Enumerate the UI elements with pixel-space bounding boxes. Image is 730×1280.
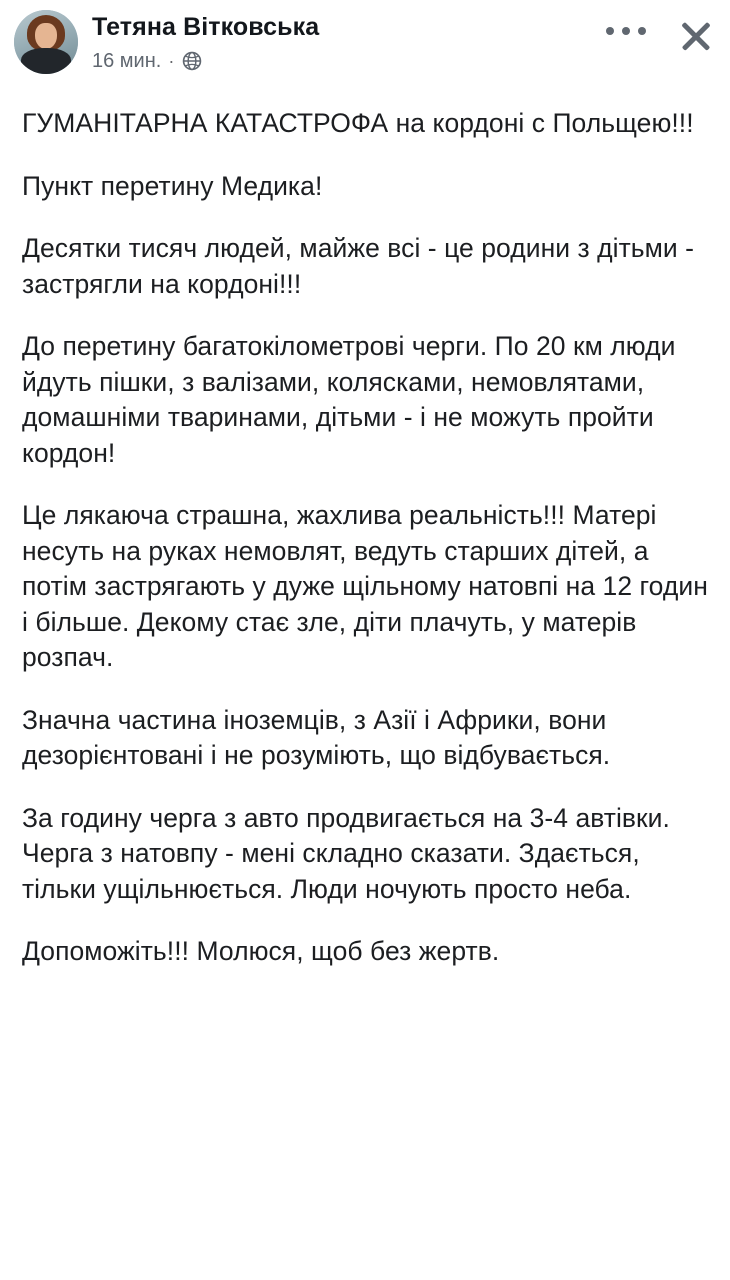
post-paragraph: Допоможіть!!! Молюся, щоб без жертв. bbox=[22, 936, 500, 966]
post-paragraph: Це лякаюча страшна, жахлива реальність!!! Матері несуть на руках немовлят, ведуть старших дітей, а потім застрягають у дуже щільному натовпі на 12 годин і більше. Декому стає зле, діти плачуть, у матерів розпач. bbox=[22, 500, 716, 672]
globe-icon[interactable] bbox=[181, 50, 203, 72]
avatar-shoulders bbox=[21, 48, 71, 74]
post-body bbox=[0, 92, 730, 970]
post-header-actions bbox=[606, 10, 716, 56]
post-paragraph: За годину черга з авто продвигається на 3-4 автівки. Черга з натовпу - мені складно сказати. Здається, тільки ущільнюється. Люди ночують просто неба. bbox=[22, 802, 678, 904]
avatar-face bbox=[35, 23, 57, 49]
meta-separator: · bbox=[168, 51, 175, 72]
post-timestamp[interactable]: 16 мин. bbox=[92, 49, 162, 72]
more-options-icon[interactable] bbox=[606, 16, 646, 46]
post-paragraph: ГУМАНІТАРНА КАТАСТРОФА на кордоні с Польщею!!! bbox=[22, 108, 694, 138]
post-author-block bbox=[92, 10, 606, 73]
post-paragraph: До перетину багатокілометрові черги. По 20 км люди йдуть пішки, з валізами, колясками, немовлятами, домашніми тваринами, дітьми - і не можуть пройти кордон! bbox=[22, 331, 683, 468]
post-header bbox=[0, 0, 730, 92]
post-meta bbox=[92, 50, 606, 73]
post-paragraph: Десятки тисяч людей, майже всі - це родини з дітьми - застрягли на кордоні!!! bbox=[22, 233, 702, 299]
close-icon[interactable] bbox=[676, 16, 716, 56]
avatar[interactable] bbox=[14, 10, 78, 74]
post-paragraph: Пункт перетину Медика! bbox=[22, 170, 323, 201]
post-author-name[interactable]: Тетяна Вітковська bbox=[92, 13, 320, 41]
post-paragraph: Значна частина іноземців, з Азії і Африки, вони дезорієнтовані і не розуміють, що відбувається. bbox=[22, 704, 614, 770]
